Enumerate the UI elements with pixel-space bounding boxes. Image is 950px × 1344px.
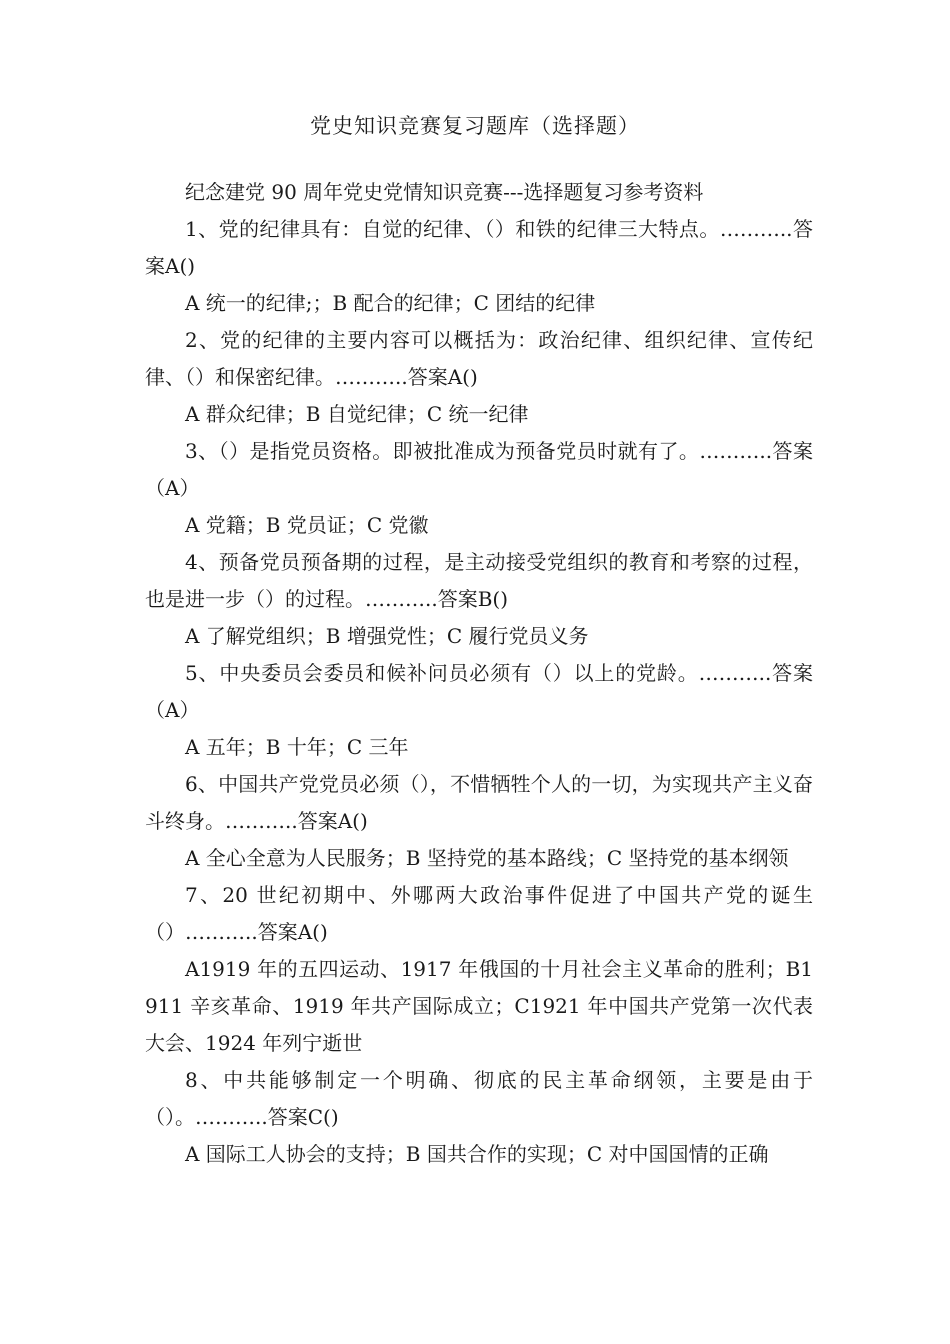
- options-3: A 党籍；B 党员证；C 党徽: [185, 513, 429, 537]
- intro-line: 纪念建党 90 周年党史党情知识竞赛---选择题复习参考资料: [185, 180, 704, 204]
- question-8: 8、中共能够制定一个明确、彻底的民主革命纲领，主要是由于（）。………..答案C(): [145, 1068, 813, 1129]
- options-4: A 了解党组织；B 增强党性；C 履行党员义务: [185, 624, 589, 648]
- question-2: 2、党的纪律的主要内容可以概括为：政治纪律、组织纪律、宣传纪律、（）和保密纪律。………..答案A(): [145, 328, 813, 389]
- options-1: A 统一的纪律;；B 配合的纪律；C 团结的纪律: [185, 291, 596, 315]
- options-6: A 全心全意为人民服务；B 坚持党的基本路线；C 坚持党的基本纲领: [185, 846, 789, 870]
- options-8: A 国际工人协会的支持；B 国共合作的实现；C 对中国国情的正确: [185, 1142, 769, 1166]
- question-4: 4、预备党员预备期的过程，是主动接受党组织的教育和考察的过程，也是进一步（）的过程。………..答案B(): [145, 550, 813, 611]
- question-1: 1、党的纪律具有：自觉的纪律、（）和铁的纪律三大特点。………..答案A(): [145, 217, 813, 278]
- question-3: 3、（）是指党员资格。即被批准成为预备党员时就有了。………..答案（A）: [145, 439, 813, 500]
- options-2: A 群众纪律；B 自觉纪律；C 统一纪律: [185, 402, 529, 426]
- question-7: 7、20 世纪初期中、外哪两大政治事件促进了中国共产党的诞生（）………..答案A(): [145, 883, 813, 944]
- document-body: [145, 174, 813, 1173]
- options-5: A 五年；B 十年；C 三年: [185, 735, 409, 759]
- document-title: 党史知识竞赛复习题库（选择题）: [310, 114, 640, 138]
- options-7: A1919 年的五四运动、1917 年俄国的十月社会主义革命的胜利；B1911 辛亥革命、1919 年共产国际成立；C1921 年中国共产党第一次代表大会、1924 年列宁逝世: [145, 957, 813, 1055]
- question-5: 5、中央委员会委员和候补问员必须有（）以上的党龄。………..答案（A）: [145, 661, 813, 722]
- question-6: 6、中国共产党党员必须（），不惜牺牲个人的一切，为实现共产主义奋斗终身。………..答案A(): [145, 772, 813, 833]
